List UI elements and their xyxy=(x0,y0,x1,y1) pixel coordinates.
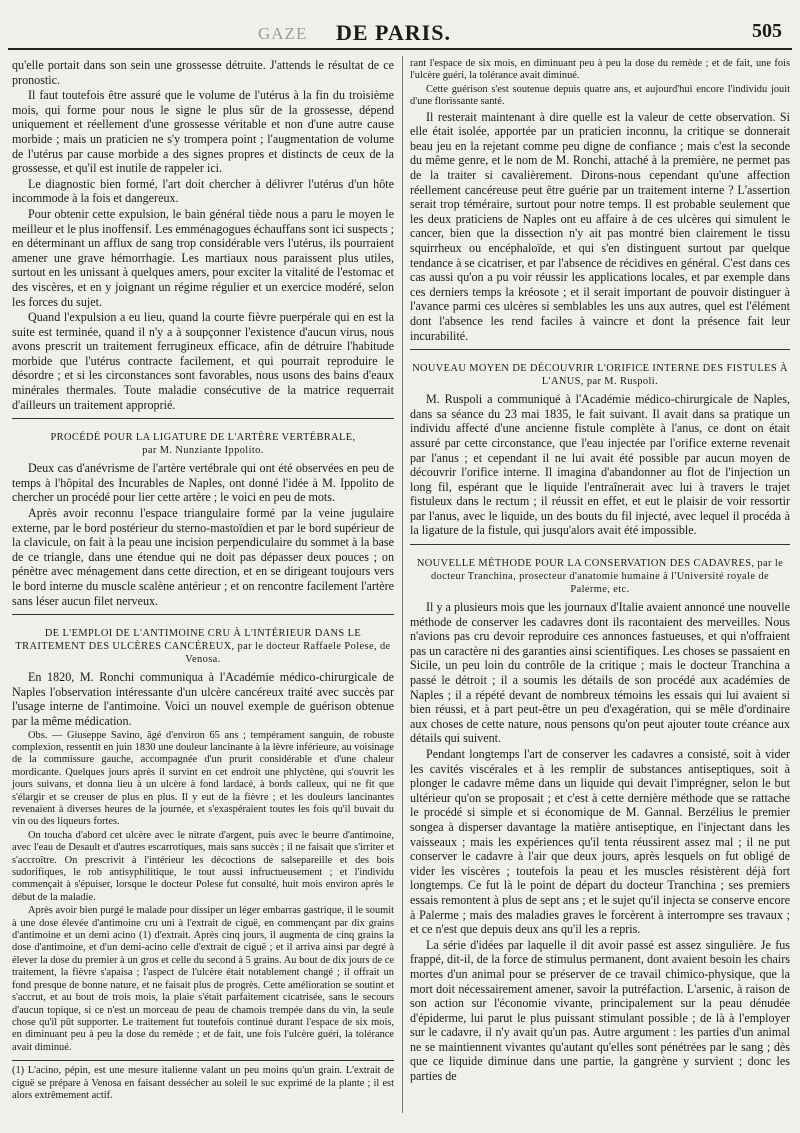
paragraph: Pour obtenir cette expulsion, le bain général tiède nous a paru le moyen le meilleur et le plus inoffensif. Les emménagogues échauffans sont ici suspects ; en déterminant un afflux de sang trop considérable vers l'utérus, ils pourraient amener une grave hémorrhagie. Les martiaux nous paraissent plus utiles, surtout en les unissant à quelques amers, pour exciter la vitalité de l'estomac et des viscères, et en y joignant un régime régulier et un exercice modéré, selon les forces du sujet. xyxy=(12,206,394,309)
running-head-fragment: GAZE xyxy=(258,24,308,43)
paragraph: En 1820, M. Ronchi communiqua à l'Académie médico-chirurgicale de Naples l'observation intéressante d'un ulcère cancéreux traité avec succès par l'usage interne de l'antimoine. Voici un nouvel exemple de guérison obtenue par la même médication. xyxy=(12,670,394,728)
paragraph: La série d'idées par laquelle il dit avoir passé est assez singulière. Je fus frappé, dit-il, de la force de stimulus permanent, dont avaient besoin les chairs mortes d'un animal pour se préserver de ce travail chimico-physique, que la mort doit nécessairement amener, savoir la putréfaction. L'arsenic, à raison de son action sur l'économie vivante, principalement sur la peau dénudée d'épiderme, lui parut le plus puissant stimulant possible ; de là à l'employer sur le cadavre, il n'y avait qu'un pas. Autre argument : les parties d'un animal ne se maintiennent vivantes qu'autant qu'elles sont pénétrées par le sang ; dès que ce liquide diminue dans une partie, la gangrène y survient ; donc les parties de xyxy=(410,937,790,1084)
section-title: PROCÉDÉ POUR LA LIGATURE DE L'ARTÈRE VERTÉBRALE, xyxy=(50,432,356,444)
paragraph: M. Ruspoli a communiqué à l'Académie médico-chirurgicale de Naples, dans sa séance du 23 mai 1835, le fait suivant. Il avait dans sa pratique un individu affecté d'une ancienne fistule complète à l'anus, ce dont on était assuré par cette circonstance, que l'eau injectée par l'orifice externe revenait par l'anus ; et cependant il ne lui avait été possible par aucun moyen de découvrir l'orifice interne. Il imagina d'abandonner au flot de l'injection un long fil, espérant que le liquide l'entraînerait avec lui à travers le trajet fistuleux dans le rectum ; il réussit en effet, et eut le plaisir de voir ressortir par l'anus, avec le liquide, un des bouts du fil injecté, avec lequel il procéda à la ligature de la fistule, qui jusqu'alors avait été impossible. xyxy=(410,392,790,538)
section-title: NOUVEAU MOYEN DE DÉCOUVRIR L'ORIFICE INTERNE DES FISTULES À L'ANUS, xyxy=(412,363,788,388)
section-title: NOUVELLE MÉTHODE POUR LA CONSERVATION DES CADAVRES, xyxy=(416,558,755,570)
left-column xyxy=(12,58,394,1102)
page-header xyxy=(0,0,800,52)
page-number: 505 xyxy=(752,20,782,42)
section-rule xyxy=(12,418,394,419)
column-divider xyxy=(402,56,403,1113)
paragraph: Il y a plusieurs mois que les journaux d'Italie avaient annoncé une nouvelle méthode de conserver les cadavres dont ils racontaient des merveilles. Nous n'avions pas cru devoir reproduire ces annonces fastueuses, et qui n'offraient pas un caractère ni des garanties ainsi scientifiques. Les choses se passaient en Sicile, un peu loin du contrôle de la critique ; mais le docteur Tranchina a passé le détroit ; il a soumis les détails de son procédé aux académies de Naples ; il a répété devant de nombreux témoins les essais qui lui avaient si bien réussi, et à part peut-être un peu d'exagération, qui se mêle d'ordinaire aux choses de cette nature, nous pensons qu'on peut ajouter toute créance aux détails qui suivent. xyxy=(410,600,790,746)
paragraph: Quand l'expulsion a eu lieu, quand la courte fièvre puerpérale qui en est la suite est terminée, quand il n'y a à soupçonner l'existence d'aucun virus, nous avons prescrit un traitement ferrugineux efficace, afin de détruire l'habitude morbide que l'utérus contracte facilement, et qui pourrait reproduire le désordre ; et si les circonstances sont favorables, nous usons des bains d'eaux minérales thermales. Toute maladie consécutive de la matrice requerrait d'ailleurs un traitement approprié. xyxy=(12,310,394,412)
paragraph: Il resterait maintenant à dire quelle est la valeur de cette observation. Si elle était isolée, apportée par un praticien inconnu, la critique se donnerait beau jeu en la rejetant comme peu digne de confiance ; mais c'est la seconde du même genre, et le nom de M. Ronchi, attaché à la première, ne permet pas de la traiter si cavalièrement. Dirons-nous cependant qu'une affection réellement cancéreuse peut être guérie par un traitement interne ? L'assertion serait trop téméraire, surtout pour notre temps. Il est probable seulement que les deux praticiens de Naples ont eu affaire à de ces ulcères qui simulent le cancer, bien que la dissection n'y ait pas montré bien clairement le tissu squirrheux ou encéphaloïde, et qui s'en distinguent surtout par quelque tendance à se cicatriser, et par l'absence de récidives en général. C'est dans ces cas aussi qu'on a pu voir réussir les applications locales, et par exemple dans ces derniers temps la kréosote ; et il serait important de pouvoir distinguer à l'avance parmi ces ulcères si semblables les uns aux autres, quel est l'élément dont l'absence les rend faciles à vaincre et dont la présence fait leur incurabilité. xyxy=(410,109,790,343)
section-author: par le docteur Tranchina, prosecteur d'anatomie humaine à l'Université royale de Palerme, etc. xyxy=(431,558,784,596)
running-head-title: DE PARIS. xyxy=(336,20,451,45)
section-heading-ligature xyxy=(12,431,394,457)
observation-paragraph: Cette guérison s'est soutenue depuis quatre ans, et aujourd'hui encore l'individu jouit d'une florissante santé. xyxy=(410,83,790,108)
paragraph: Pendant longtemps l'art de conserver les cadavres a consisté, soit à vider les cavités viscérales et à les remplir de substances antiseptiques, soit à plonger le cadavre même dans un liquide qui devait l'imprégner, selon le but ultérieur qu'on se proposait ; et c'est à cette dernière méthode que se rattache le procédé si simple et si économique de M. Gannal. Berzélius le premier songea à disperser davantage la matière antiseptique, en l'injectant dans les vaisseaux ; mais les expériences qu'il tenta réussirent assez mal ; il ne put conserver le cadavre à l'air que deux jours, après lesquels on fut obligé de vider les viscères ; toutefois la peau et les muscles résistèrent déjà fort longtemps. Ce fut là le point de départ du docteur Tranchina ; ses premiers essais remontent à plus de sept ans ; et le sujet qu'il injecta se conserve encore à Palerme ; mais des maladies graves le forcèrent à interrompre ses travaux ; et ce n'est que depuis deux ans qu'il les a repris. xyxy=(410,747,790,937)
section-rule xyxy=(410,544,790,545)
observation-paragraph: Après avoir bien purgé le malade pour dissiper un léger embarras gastrique, il le soumit à une dose élevée d'antimoine cru uni à l'extrait de ciguë, en commençant par dix grains d'antimoine et un demi acino (1) d'extrait. Après cinq jours, il augmenta de cinq grains la dose d'antimoine, et d'un demi-acino celle d'extrait de ciguë ; et il arriva ainsi par degré à élever la dose du premier à un gros et celle du second à 5 grains. Au bout de dix jours de ce traitement, la fièvre s'apaisa ; l'aspect de l'ulcère était notablement changé ; il offrait un fond presque de bonne nature, et ne faisait plus de progrès. Cette amélioration se soutint et s'accrut, et au bout de trois mois, la plaie s'était parfaitement cicatrisée, sans le secours d'aucun topique, si ce n'est un morceau de peau de chamois trempée dans du vin, la seule chose qu'il pût supporter. Le traitement fut toutefois continué durant l'espace de six mois, en diminuant peu à peu la dose du remède ; et de fait, une fois l'ulcère guéri, la tolérance avait diminué. xyxy=(12,905,394,1053)
right-column xyxy=(410,58,790,1085)
paragraph: Il faut toutefois être assuré que le volume de l'utérus à la fin du troisième mois, qui forme pour nous le signe le plus sûr de la grossesse, dépend uniquement et réellement d'une grossesse véritable et non d'une autre cause morbide ; mais un praticien ne s'y trompera point ; l'augmentation de volume de l'utérus par cause morbide a des signes propres et distincts de ceux de la grossesse, et qu'il est inutile de rappeler ici. xyxy=(12,88,394,176)
section-author: par M. Nunziante Ippolito. xyxy=(142,445,264,457)
section-heading-antimoine xyxy=(12,627,394,666)
paragraph: Deux cas d'anévrisme de l'artère vertébrale qui ont été observées en peu de temps à l'hôpital des Incurables de Naples, ont donné l'idée à M. Ippolito de chercher un procédé pour lier cette artère ; le voici en peu de mots. xyxy=(12,461,394,505)
section-heading-fistules xyxy=(410,362,790,388)
section-rule xyxy=(410,349,790,350)
section-author: par le docteur Raffaele Polese, de Venosa. xyxy=(185,641,391,666)
header-rule xyxy=(8,48,792,50)
footnote: (1) L'acino, pépin, est une mesure italienne valant un peu moins qu'un grain. L'extrait de ciguë se prépare à Venosa en faisant dessécher au soleil le suc exprimé de la plante ; il est alors extrêmement actif. xyxy=(12,1060,394,1102)
section-title: DE L'EMPLOI DE L'ANTIMOINE CRU À L'INTÉRIEUR DANS LE TRAITEMENT DES ULCÈRES CANCÉREUX, xyxy=(15,628,362,653)
observation-paragraph: On toucha d'abord cet ulcère avec le nitrate d'argent, puis avec le beurre d'antimoine, avec l'eau de Desault et d'autres escarrotiques, mais sans succès ; il ne faisait que s'irriter et s'accroître. On prescrivit à l'intérieur les décoctions de salsepareille et des bois sudorifiques, le rob antisyphilitique, le tout aussi infructueusement ; et l'individu commençait à s'épuiser, lorsque le docteur Polese fut consulté, huit mois environ après le début de la maladie. xyxy=(12,829,394,903)
section-heading-cadavres xyxy=(410,557,790,596)
paragraph: qu'elle portait dans son sein une grossesse détruite. J'attends le résultat de ce pronostic. xyxy=(12,58,394,87)
section-author: par M. Ruspoli. xyxy=(586,376,659,388)
paragraph: Le diagnostic bien formé, l'art doit chercher à délivrer l'utérus d'un hôte incommode à la fois et dangereux. xyxy=(12,176,394,206)
observation-continued: rant l'espace de six mois, en diminuant peu à peu la dose du remède ; et de fait, une fois l'ulcère guéri, la tolérance avait diminué. xyxy=(410,58,790,82)
section-rule xyxy=(12,614,394,615)
observation-paragraph: Obs. — Giuseppe Savino, âgé d'environ 65 ans ; tempérament sanguin, de robuste complexion, ressentit en juin 1830 une douleur lancinante à la lèvre inférieure, au voisinage de la commissure gauche, accompagnée d'un prurit considérable et d'une chaleur mordicante. Quelques jours après il survint en cet endroit une phlyctène, qui s'ouvrit les jours suivans, et donna lieu à un ulcère à fond lardacé, à bords calleux, qui ne fit que s'élargir et se creuser de plus en plus. Il y eut de la fièvre ; et les douleurs lancinantes revenaient à diverses heures de la journée, et s'exaspéraient toutes les fois qu'il buvait du vin ou des liqueurs fortes. xyxy=(12,729,394,828)
paragraph: Après avoir reconnu l'espace triangulaire formé par la veine jugulaire externe, par le bord postérieur du sterno-mastoïdien et par le bord supérieur de la clavicule, on fait à la peau une incision perpendiculaire du sommet à la base de ce triangle, dans une étendue qui ne doit pas dépasser deux pouces ; on pénètre avec ménagement dans cette direction, et en se dirigeant toujours vers le bord interne du muscle scalène antérieur ; et on rencontre facilement l'artère sans léser aucun filet nerveux. xyxy=(12,506,394,608)
